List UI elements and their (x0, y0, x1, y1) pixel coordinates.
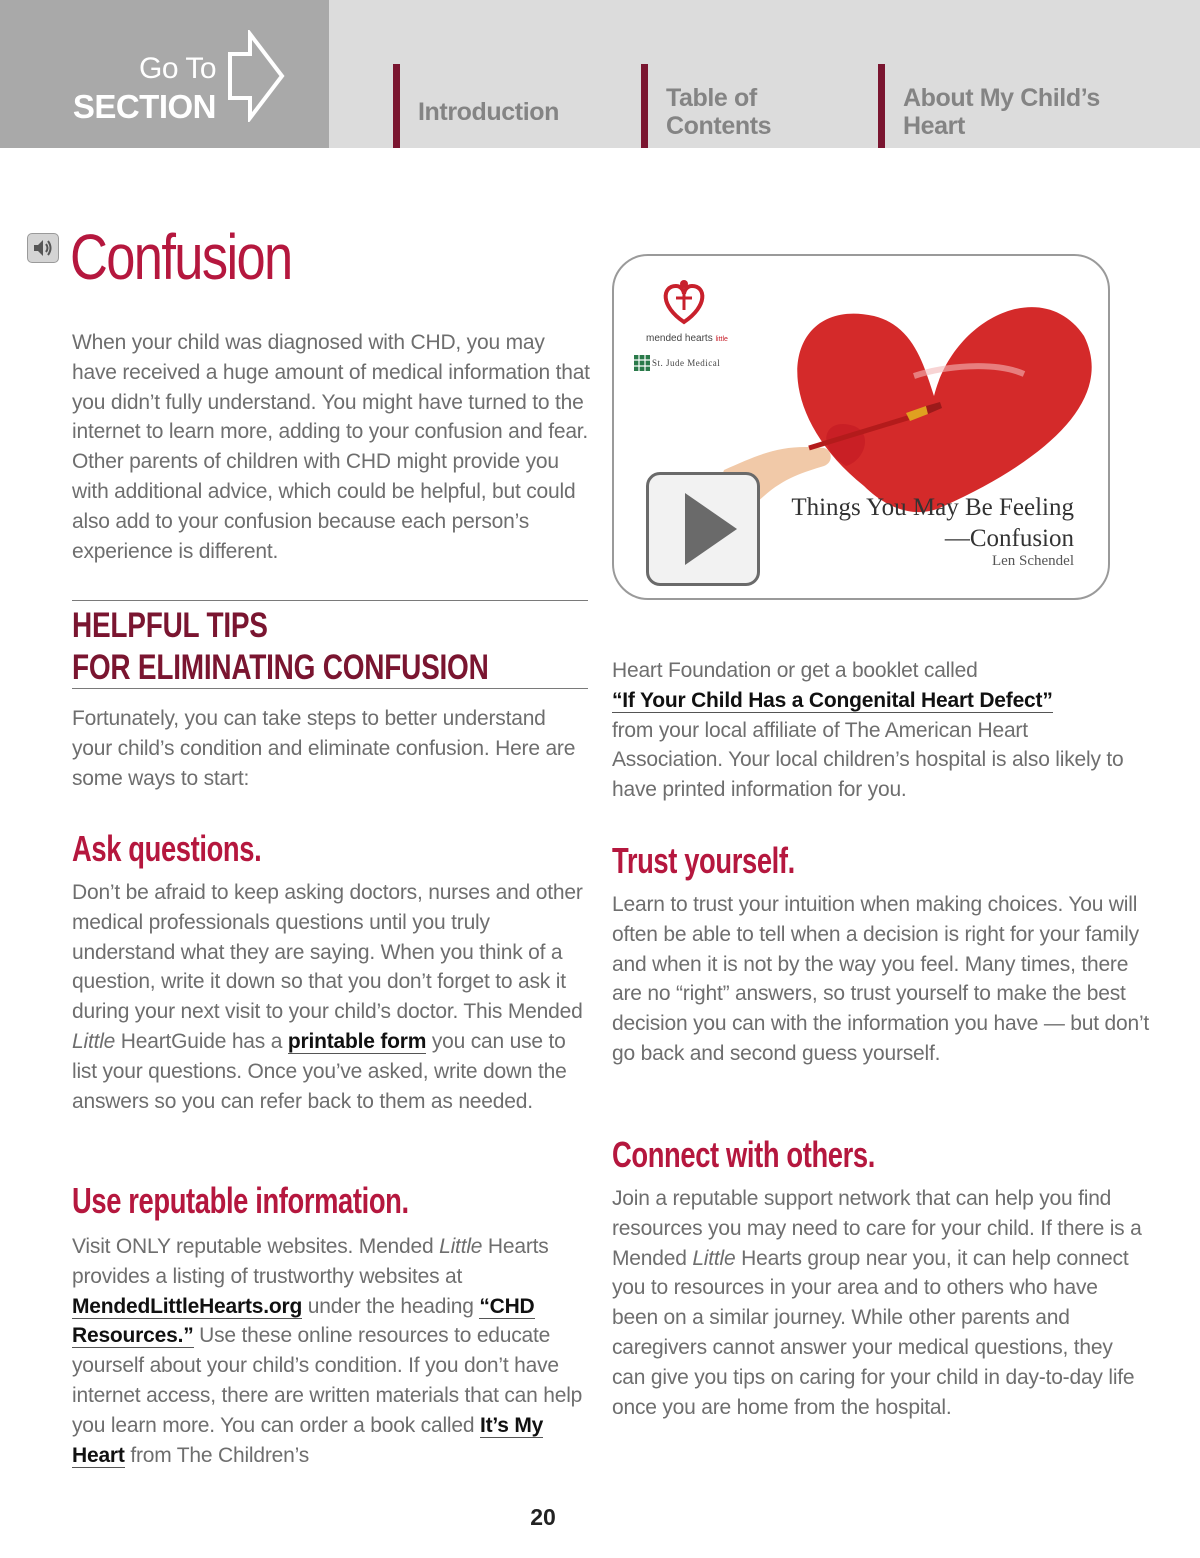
tips-intro-paragraph: Fortunately, you can take steps to better understand your child’s condition and eliminate confusion. Here are some ways to start: (72, 707, 576, 790)
video-title-line2: —Confusion (944, 525, 1074, 552)
video-title (791, 492, 1074, 554)
st-jude-logo-icon (634, 355, 650, 371)
video-title-line1: Things You May Be Feeling (791, 494, 1074, 521)
brand-small-text: little (715, 336, 728, 343)
go-to-section-button[interactable] (0, 0, 329, 148)
text-span: Don’t be afraid to keep asking doctors, nurses and other medical professionals questions until you truly understand what they are saying. When you think of a question, write it down so that you don’t forget to ask it during your next visit to your child’s doctor. This Mended (72, 881, 583, 1024)
text-span: from The Children’s (124, 1443, 310, 1467)
play-icon (649, 475, 757, 583)
tab-about-my-childs-heart[interactable] (878, 64, 1118, 148)
use-reputable-information-heading: Use reputable information. (72, 1180, 409, 1221)
tab-introduction-label: Introduction (418, 98, 560, 126)
text-span: from your local affiliate of The American Heart Association. Your local children’s hospital is also likely to have printed information for you. (612, 718, 1124, 802)
text-span: Little (692, 1246, 736, 1270)
tab-introduction[interactable] (393, 64, 613, 148)
tips-heading (72, 605, 584, 689)
intro-paragraph: When your child was diagnosed with CHD, you may have received a huge amount of medical information that you didn’t fully understand. You might have turned to the internet to learn more, adding to your confusion and fear. Other parents of children with CHD might provide you with additional advice, which could be helpful, but could also add to your confusion because each person’s experience is different. (72, 331, 590, 563)
text-span: Visit ONLY reputable websites. Mended (72, 1235, 440, 1258)
printable-form-link[interactable]: printable form (287, 1029, 427, 1053)
top-navigation-bar (0, 0, 1200, 148)
divider (72, 600, 588, 601)
st-jude-brand: St. Jude Medical (652, 358, 721, 368)
its-my-heart-link[interactable]: It’s My Heart (72, 1413, 544, 1467)
page-title: Confusion (70, 221, 292, 293)
chd-resources-link[interactable]: “CHD Resources.” (72, 1294, 535, 1348)
tips-heading-line2: FOR ELIMINATING CONFUSION (72, 648, 489, 687)
text-span: HeartGuide has a (115, 1029, 288, 1053)
tab-divider (393, 64, 400, 148)
use-reputable-information-paragraph (72, 1232, 592, 1470)
speaker-audio-button[interactable] (27, 233, 59, 263)
tab-table-of-contents-label: Table of Contents (666, 84, 772, 140)
divider (72, 688, 588, 689)
trust-yourself-paragraph: Learn to trust your intuition when making choices. You will often be able to tell when a decision is right for your family and when it is not by the way you feel. Many times, there are no “right” answers, so trust yourself to make the best decision you can with the information you have — but don’t go back and second guess yourself. (612, 893, 1150, 1065)
page-number: 20 (530, 1504, 556, 1530)
video-thumbnail[interactable] (612, 254, 1110, 600)
text-span: Join a reputable support network that can help you find resources you may need to care for your child. If there is a Mended (612, 1187, 1142, 1270)
text-span: Hearts group near you, it can help connect you to resources in your area and to others who have been on a similar journey. While other parents and caregivers cannot answer your medical questions, they can give you tips on caring for your child in day-to-day life once you are home from the hospital. (612, 1246, 1135, 1419)
arrow-right-icon (226, 30, 286, 122)
mended-little-hearts-link[interactable]: MendedLittleHearts.org (72, 1294, 303, 1318)
section-label: SECTION (72, 88, 216, 125)
trust-yourself-heading: Trust yourself. (612, 840, 795, 881)
play-button[interactable] (646, 472, 760, 586)
tab-divider (641, 64, 648, 148)
ask-questions-heading: Ask questions. (72, 828, 262, 869)
connect-with-others-paragraph (612, 1184, 1142, 1422)
connect-with-others-heading: Connect with others. (612, 1134, 875, 1175)
tab-table-of-contents[interactable] (641, 64, 861, 148)
tips-heading-line1: HELPFUL TIPS (72, 606, 268, 645)
text-span: Little (439, 1235, 483, 1258)
mended-little-hearts-logo (654, 278, 714, 328)
text-span: Hearts provides a listing of trustworthy websites at (72, 1235, 549, 1288)
continuation-paragraph (612, 656, 1132, 805)
go-to-label: Go To (139, 52, 216, 85)
speaker-icon (32, 238, 54, 258)
text-span: Heart Foundation or get a booklet called (612, 659, 978, 682)
text-span: under the heading (302, 1294, 480, 1318)
text-span: Little (72, 1029, 116, 1053)
tab-about-label: About My Child’s Heart (903, 84, 1100, 140)
congenital-heart-defect-booklet-link[interactable]: “If Your Child Has a Congenital Heart Defect” (612, 688, 1053, 712)
ask-questions-paragraph (72, 878, 592, 1116)
text-span: you can use to list your questions. Once you’ve asked, write down the answers so you can refer back to them as needed. (72, 1029, 567, 1113)
brand-text: mended hearts (646, 333, 713, 344)
tab-divider (878, 64, 885, 148)
mended-hearts-brand (646, 333, 728, 344)
text-span: Use these online resources to educate yourself about your child’s condition. If you don’t have internet access, there are written materials that can help you learn more. You can order a book called (72, 1324, 583, 1437)
video-author: Len Schendel (991, 553, 1074, 569)
